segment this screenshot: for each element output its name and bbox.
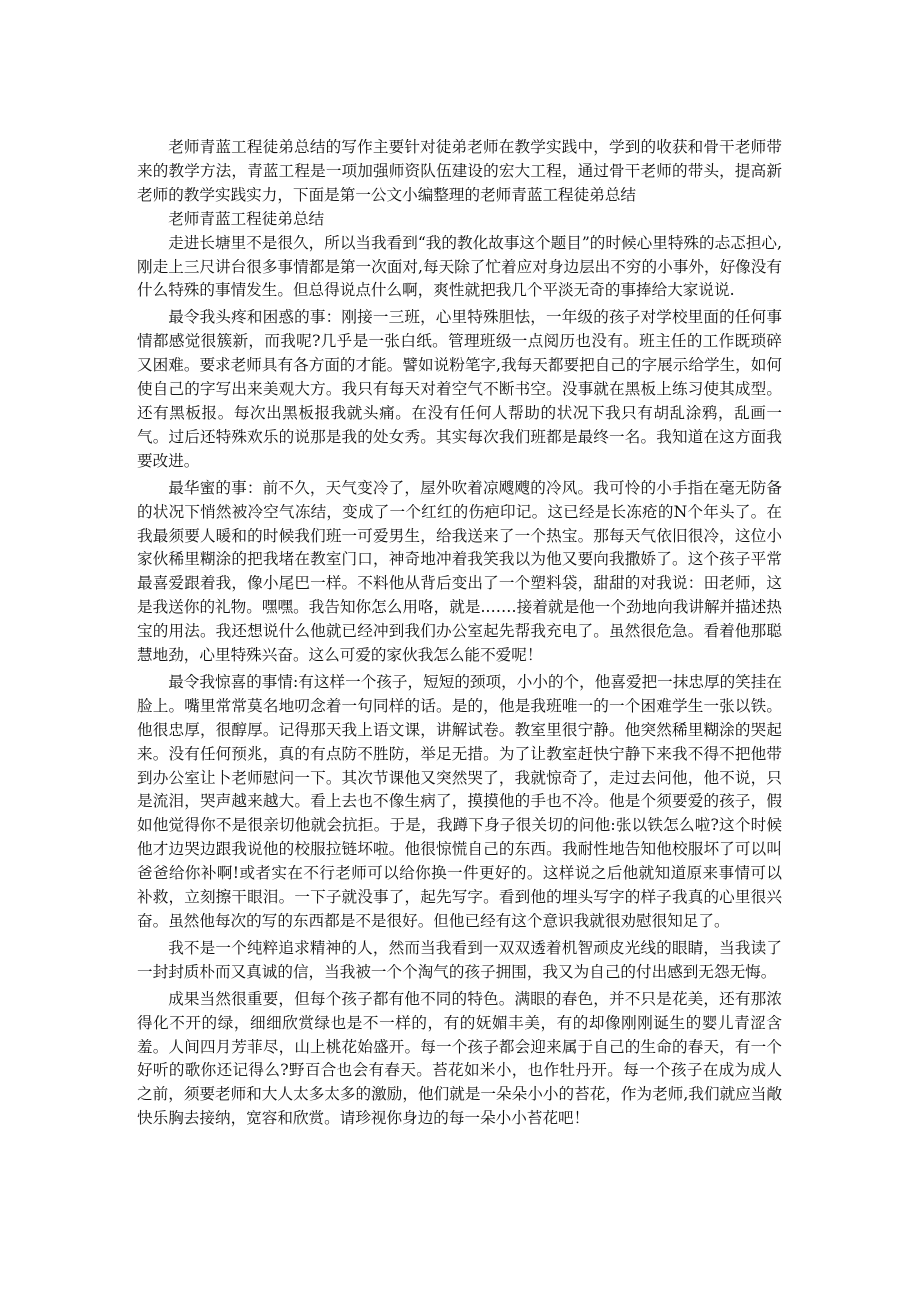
body-paragraph-5: 我不是一个纯粹追求精神的人，然而当我看到一双双透着机智顽皮光线的眼睛，当我读了一封封质朴而又真诚的信，当我被一个个淘气的孩子拥围，我又为自己的付出感到无怨无悔。: [137, 938, 782, 981]
document-page: [137, 136, 782, 1131]
body-paragraph-1: 走进长塘里不是很久，所以当我看到“我的教化故事这个题目”的时候心里特殊的忐忑担心,刚走上三尺讲台很多事情都是第一次面对,每天除了忙着应对身边层出不穷的小事外，好像没有什么特殊的事情发生。但总得说点什么啊，爽性就把我几个平淡无奇的事捧给大家说说.: [137, 233, 782, 300]
body-paragraph-6: 成果当然很重要，但每个孩子都有他不同的特色。满眼的春色，并不只是花美，还有那浓得化不开的绿，细细欣赏绿也是不一样的，有的妩媚丰美，有的却像刚刚诞生的婴儿青涩含羞。人间四月芳菲尽，山上桃花始盛开。每一个孩子都会迎来属于自己的生命的春天，有一个好听的歌你还记得么?野百合也会有春天。苔花如米小，也作牡丹开。每一个孩子在成为成人之前，须要老师和大人太多太多的激励，他们就是一朵朵小小的苔花，作为老师,我们就应当敞快乐胸去接纳，宽容和欣赏。请珍视你身边的每一朵小小苔花吧！: [137, 989, 782, 1128]
body-paragraph-3: 最华蜜的事：前不久，天气变冷了，屋外吹着凉飕飕的冷风。我可怜的小手指在毫无防备的状况下悄然被冷空气冻结，变成了一个红红的伤疤印记。这已经是长冻疮的N个年头了。在我最须要人暖和的时候我们班一可爱男生，给我送来了一个热宝。那每天气依旧很冷，这位小家伙稀里糊涂的把我堵在教室门口，神奇地冲着我笑我以为他又要向我撒娇了。这个孩子平常最喜爱跟着我，像小尾巴一样。不料他从背后变出了一个塑料袋，甜甜的对我说：田老师，这是我送你的礼物。嘿嘿。我告知你怎么用咯，就是.……接着就是他一个劲地向我讲解并描述热宝的用法。我还想说什么他就已经冲到我们办公室起先帮我充电了。虽然很危急。看着他那聪慧地劲，心里特殊兴奋。这么可爱的家伙我怎么能不爱呢！: [137, 478, 782, 665]
document-title: 老师青蓝工程徒弟总结: [168, 209, 325, 228]
body-paragraph-2: 最令我头疼和困惑的事：刚接一三班，心里特殊胆怯，一年级的孩子对学校里面的任何事情都感觉很簇新，而我呢?几乎是一张白纸。管理班级一点阅历也没有。班主任的工作既琐碎又困难。要求老师具有各方面的才能。譬如说粉笔字,我每天都要把自己的字展示给学生，如何使自己的字写出来美观大方。我只有每天对着空气不断书空。没事就在黑板上练习使其成型。还有黑板报。每次出黑板报我就头痛。在没有任何人帮助的状况下我只有胡乱涂鸦，乱画一气。过后还特殊欢乐的说那是我的处女秀。其实每次我们班都是最终一名。我知道在这方面我要改进。: [137, 308, 782, 470]
intro-paragraph: 老师青蓝工程徒弟总结的写作主要针对徒弟老师在教学实践中，学到的收获和骨干老师带来的教学方法，青蓝工程是一项加强师资队伍建设的宏大工程，通过骨干老师的带头，提高新老师的教学实践实力，下面是第一公文小编整理的老师青蓝工程徒弟总结: [137, 138, 782, 204]
body-paragraph-4: 最令我惊喜的事情:有这样一个孩子，短短的颈项，小小的个，他喜爱把一抹忠厚的笑挂在脸上。嘴里常常莫名地叨念着一句同样的话。是的，他是我班唯一的一个困难学生一张以铁。他很忠厚，很醇厚。记得那天我上语文课，讲解试卷。教室里很宁静。他突然稀里糊涂的哭起来。没有任何预兆，真的有点防不胜防，举足无措。为了让教室赶快宁静下来我不得不把他带到办公室让卜老师慰问一下。其次节课他又突然哭了，我就惊奇了，走过去问他，他不说，只是流泪，哭声越来越大。看上去也不像生病了，摸摸他的手也不冷。他是个须要爱的孩子，假如他觉得你不是很亲切他就会抗拒。于是，我蹲下身子很关切的问他:张以铁怎么啦?这个时候他才边哭边跟我说他的校服拉链坏啦。他很惊慌自己的东西。我耐性地告知他校服坏了可以叫爸爸给你补啊!或者实在不行老师可以给你换一件更好的。这样说之后他就知道原来事情可以补救，立刻擦干眼泪。一下子就没事了，起先写字。看到他的埋头写字的样子我真的心里很兴奋。虽然他每次的写的东西都是不是很好。但他已经有这个意识我就很劝慰很知足了。: [137, 672, 782, 930]
